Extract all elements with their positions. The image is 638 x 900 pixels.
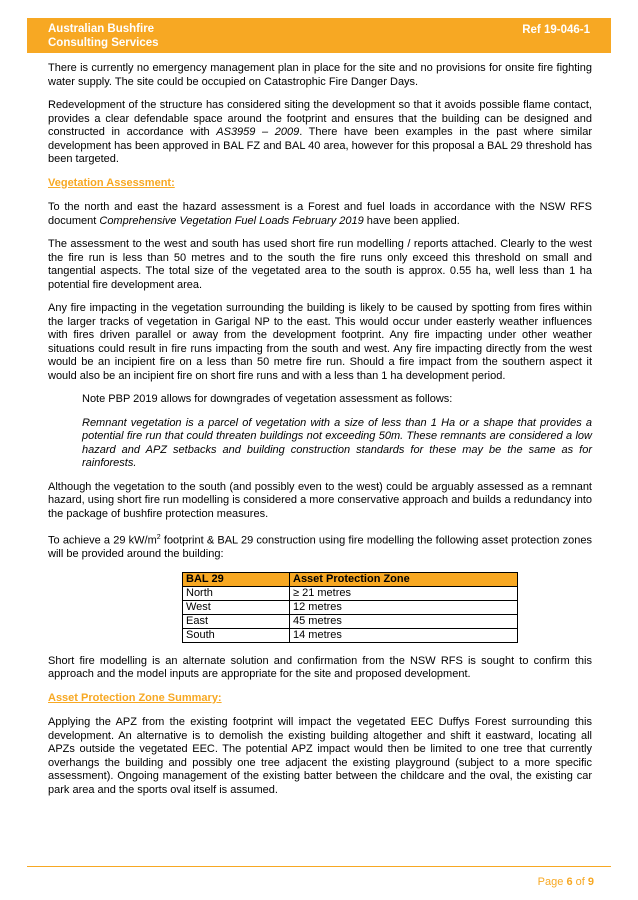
note-pbp-2019: Note PBP 2019 allows for downgrades of vegetation assessment as follows: <box>82 393 453 405</box>
apz-table-header-bal: BAL 29 <box>183 572 290 586</box>
table-cell-distance: 14 metres <box>290 628 518 642</box>
fuel-loads-document: Comprehensive Vegetation Fuel Loads February 2019 <box>99 214 364 227</box>
table-row <box>183 586 518 600</box>
redevelopment-text-start: Redevelopment of the structure has considered siting the development so that it avoids possible flame contact, provides a clear defendable space around the footprint and ensures that the building can be designed and constructed in accordance with <box>48 99 592 138</box>
quote-remnant-vegetation: Remnant vegetation is a parcel of vegetation with a size of less than 1 Ha or a shape that provides a potential fire run that could threaten buildings not exceeding 50m. These remnants are considered a low hazard and APZ setbacks and building construction standards for these may be the same as for rainforests. <box>82 416 592 469</box>
page-current: 6 <box>566 876 573 888</box>
reference-number: Ref 19-046-1 <box>522 24 590 36</box>
redevelopment-text-end: . There have been examples in the past where similar development has been approved in BAL FZ and BAL 40 area, however for this proposal a BAL 29 threshold has been targeted. <box>48 126 592 165</box>
table-row <box>183 600 518 614</box>
apz-intro-end: footprint & BAL 29 construction using fire modelling the following asset protection zones will be provided around the building: <box>48 534 592 561</box>
standard-reference: AS3959 – 2009 <box>216 126 300 138</box>
heading-apz-summary: Asset Protection Zone Summary: <box>48 691 222 704</box>
paragraph-hazard-assessment <box>48 201 592 228</box>
heading-vegetation-assessment: Vegetation Assessment: <box>48 176 175 189</box>
page-header <box>27 18 611 53</box>
footer-divider <box>27 866 611 867</box>
table-cell-aspect: West <box>183 600 290 614</box>
paragraph-emergency-plan: There is currently no emergency management plan in place for the site and no provisions for onsite fire fighting water supply. The site could be occupied on Catastrophic Fire Danger Days. <box>48 62 592 88</box>
table-cell-distance: ≥ 21 metres <box>290 586 518 600</box>
apz-table-header-row <box>183 572 518 586</box>
paragraph-apz-summary: Applying the APZ from the existing footprint will impact the vegetated EEC Duffys Forest surrounding this development. An alternative is to demolish the existing building altogether and shift it eastward, locating all APZs outside the vegetated EEC. The potential APZ impact would then be limited to one tree that currently overhangs the building and possibly one tree adjacent the existing playground (subject to a more specific assessment). Ongoing management of the existing batter between the childcare and the oval, the existing car park area and the sports oval itself is assumed. <box>48 716 592 796</box>
paragraph-apz-intro <box>48 531 592 562</box>
paragraph-short-fire-run: The assessment to the west and south has used short fire run modelling / reports attached. Clearly to the west the fire run is less than 50 metres and to the south the fire runs only exceed this threshold on small and tangential aspects. The total size of the vegetated area to the south is approx. 0.55 ha, well less than 1 ha potential fire development area. <box>48 238 592 291</box>
page-total: 9 <box>587 876 594 888</box>
hazard-text-end: have been applied. <box>363 214 460 227</box>
page-word: Page <box>537 876 564 888</box>
apz-intro-start: To achieve a 29 kW/m <box>48 534 157 547</box>
hazard-text-start: To the north and east the hazard assessment is a Forest and fuel loads in accordance with the NSW RFS document <box>48 201 592 227</box>
page-number <box>538 876 594 888</box>
org-line-1: Australian Bushfire <box>48 23 155 35</box>
paragraph-remnant-hazard: Although the vegetation to the south (and possibly even to the west) could be arguably assessed as a remnant hazard, using short fire run modelling is considered a more conservative approach and builds a redundancy into the package of bushfire protection measures. <box>48 480 592 520</box>
paragraph-fire-impact: Any fire impacting in the vegetation surrounding the building is likely to be caused by spotting from fires within the larger tracks of vegetation in Garigal NP to the east. This would occur under easterly weather influences with fires driven parallel or away from the development footprint. Any fire impacting under other weather situations could result in fire runs impacting from the south and west. Any fire impacting directly from the west would be an incipient fire on a less than 50 metre fire run. Should a fire impact from the southern aspect it would also be an incipient fire on short fire runs and with a less than 1 ha development period. <box>48 302 592 382</box>
table-cell-distance: 12 metres <box>290 600 518 614</box>
table-cell-aspect: North <box>183 586 290 600</box>
apz-table-header-zone: Asset Protection Zone <box>290 572 518 586</box>
paragraph-alternate-solution: Short fire modelling is an alternate solution and confirmation from the NSW RFS is sought to confirm this approach and the model inputs are appropriate for the site and proposed development. <box>48 654 592 681</box>
page-of: of <box>575 876 585 888</box>
paragraph-redevelopment <box>48 99 592 167</box>
superscript-2: 2 <box>156 534 161 541</box>
document-body <box>48 62 592 807</box>
table-row <box>183 628 518 642</box>
organization-name <box>48 23 159 50</box>
apz-table <box>182 572 518 643</box>
table-row <box>183 614 518 628</box>
table-cell-aspect: South <box>183 628 290 642</box>
org-line-2: Consulting Services <box>48 36 159 49</box>
table-cell-aspect: East <box>183 614 290 628</box>
table-cell-distance: 45 metres <box>290 614 518 628</box>
